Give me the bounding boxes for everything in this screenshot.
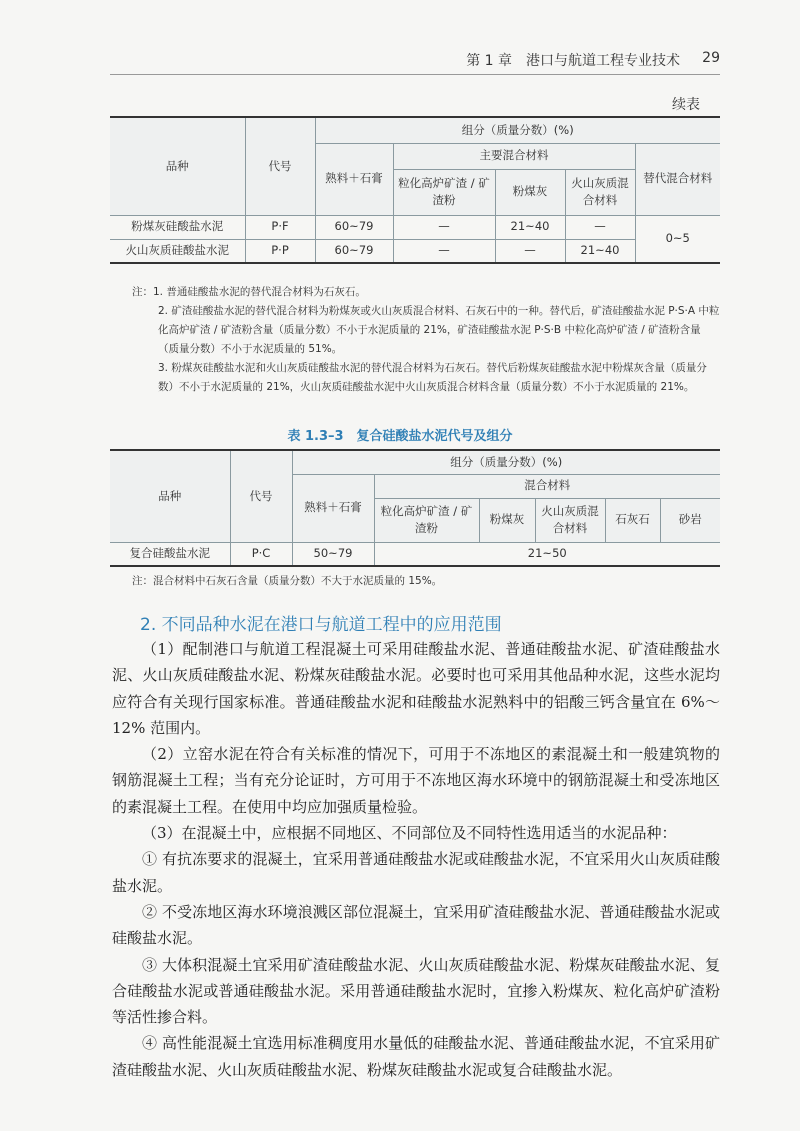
section-title: 2. 不同品种水泥在港口与航道工程中的应用范围 xyxy=(140,615,502,635)
th-composition: 组分（质量分数）(%) xyxy=(292,450,720,474)
th-code: 代号 xyxy=(245,117,315,215)
paragraph: ② 不受冻地区海水环境浪溅区部位混凝土，宜采用矿渣硅酸盐水泥、普通硅酸盐水泥或硅酸盐水泥。 xyxy=(112,902,720,948)
th-variety: 品种 xyxy=(110,450,230,542)
cement-composition-table-continued xyxy=(110,116,720,264)
table-row: 火山灰质硅酸盐水泥 P·P 60~79 — — 21~40 xyxy=(110,239,720,263)
header-rule xyxy=(110,74,720,75)
section-body xyxy=(112,636,720,1083)
th-pozzolan: 火山灰质混合材料 xyxy=(565,169,635,215)
composite-cement-table xyxy=(110,449,720,567)
continued-label: 续表 xyxy=(672,97,700,113)
paragraph: ③ 大体积混凝土宜采用矿渣硅酸盐水泥、火山灰质硅酸盐水泥、粉煤灰硅酸盐水泥、复合硅酸盐水泥或普通硅酸盐水泥。采用普通硅酸盐水泥时，宜掺入粉煤灰、粒化高炉矿渣粉等活性掺合料。 xyxy=(112,955,720,1027)
paragraph: （3）在混凝土中，应根据不同地区、不同部位及不同特性选用适当的水泥品种： xyxy=(142,824,677,843)
th-sandstone: 砂岩 xyxy=(660,498,720,542)
th-clinker: 熟料＋石膏 xyxy=(292,474,374,542)
th-variety: 品种 xyxy=(110,117,245,215)
note-3: 3. 粉煤灰硅酸盐水泥和火山灰质硅酸盐水泥的替代混合材料为石灰石。替代后粉煤灰硅酸盐水泥中粉煤灰含量（质量分数）不小于水泥质量的 21%，火山灰质硅酸盐水泥中火山灰质混合材料含量（质量分数）不小于水泥质量的 21%。 xyxy=(158,362,707,393)
th-pozzolan: 火山灰质混合材料 xyxy=(535,498,605,542)
paragraph: （2）立窑水泥在符合有关标准的情况下，可用于不冻地区的素混凝土和一般建筑物的钢筋混凝土工程；当有充分论证时，方可用于不冻地区海水环境中的钢筋混凝土和受冻地区的素混凝土工程。在使用中均应加强质量检验。 xyxy=(112,745,720,816)
table-row: 复合硅酸盐水泥 P·C 50~79 21~50 xyxy=(110,542,720,566)
table2-note: 注：混合材料中石灰石含量（质量分数）不大于水泥质量的 15%。 xyxy=(132,575,443,587)
paragraph: ① 有抗冻要求的混凝土，宜采用普通硅酸盐水泥或硅酸盐水泥，不宜采用火山灰质硅酸盐水泥。 xyxy=(112,850,720,895)
note-1: 注：1. 普通硅酸盐水泥的替代混合材料为石灰石。 xyxy=(132,286,366,298)
th-substitute: 替代混合材料 xyxy=(635,143,720,215)
th-main-mix: 主要混合材料 xyxy=(393,143,635,169)
th-limestone: 石灰石 xyxy=(605,498,660,542)
note-2: 2. 矿渣硅酸盐水泥的替代混合材料为粉煤灰或火山灰质混合材料、石灰石中的一种。替代后，矿渣硅酸盐水泥 P·S·A 中粒化高炉矿渣 / 矿渣粉含量（质量分数）不小于水泥质量的 21%，矿渣硅酸盐水泥 P·S·B 中粒化高炉矿渣 / 矿渣粉含量（质量分数）不小于水泥质量的 51%。 xyxy=(158,305,720,355)
page-number: 29 xyxy=(702,50,720,66)
table-row: 粉煤灰硅酸盐水泥 P·F 60~79 — 21~40 — 0~5 xyxy=(110,215,720,239)
table1-notes xyxy=(132,283,720,397)
th-slag: 粒化高炉矿渣 / 矿渣粉 xyxy=(393,169,495,215)
th-flyash: 粉煤灰 xyxy=(495,169,565,215)
paragraph: （1）配制港口与航道工程混凝土可采用硅酸盐水泥、普通硅酸盐水泥、矿渣硅酸盐水泥、火山灰质硅酸盐水泥、粉煤灰硅酸盐水泥。必要时也可采用其他品种水泥，这些水泥均应符合有关现行国家标准。普通硅酸盐水泥和硅酸盐水泥熟料中的铝酸三钙含量宜在 6%～12% 范围内。 xyxy=(112,640,720,737)
th-flyash: 粉煤灰 xyxy=(479,498,535,542)
th-mix: 混合材料 xyxy=(374,474,720,498)
paragraph: ④ 高性能混凝土宜选用标准稠度用水量低的硅酸盐水泥、普通硅酸盐水泥，不宜采用矿渣硅酸盐水泥、火山灰质硅酸盐水泥、粉煤灰硅酸盐水泥或复合硅酸盐水泥。 xyxy=(112,1034,720,1079)
chapter-title: 第 1 章 港口与航道工程专业技术 xyxy=(466,53,680,69)
th-composition: 组分（质量分数）(%) xyxy=(315,117,720,143)
th-code: 代号 xyxy=(230,450,292,542)
th-clinker: 熟料＋石膏 xyxy=(315,143,393,215)
substitute-value: 0~5 xyxy=(635,215,720,263)
table2-caption: 表 1.3–3 复合硅酸盐水泥代号及组分 xyxy=(287,429,513,444)
th-slag: 粒化高炉矿渣 / 矿渣粉 xyxy=(374,498,479,542)
